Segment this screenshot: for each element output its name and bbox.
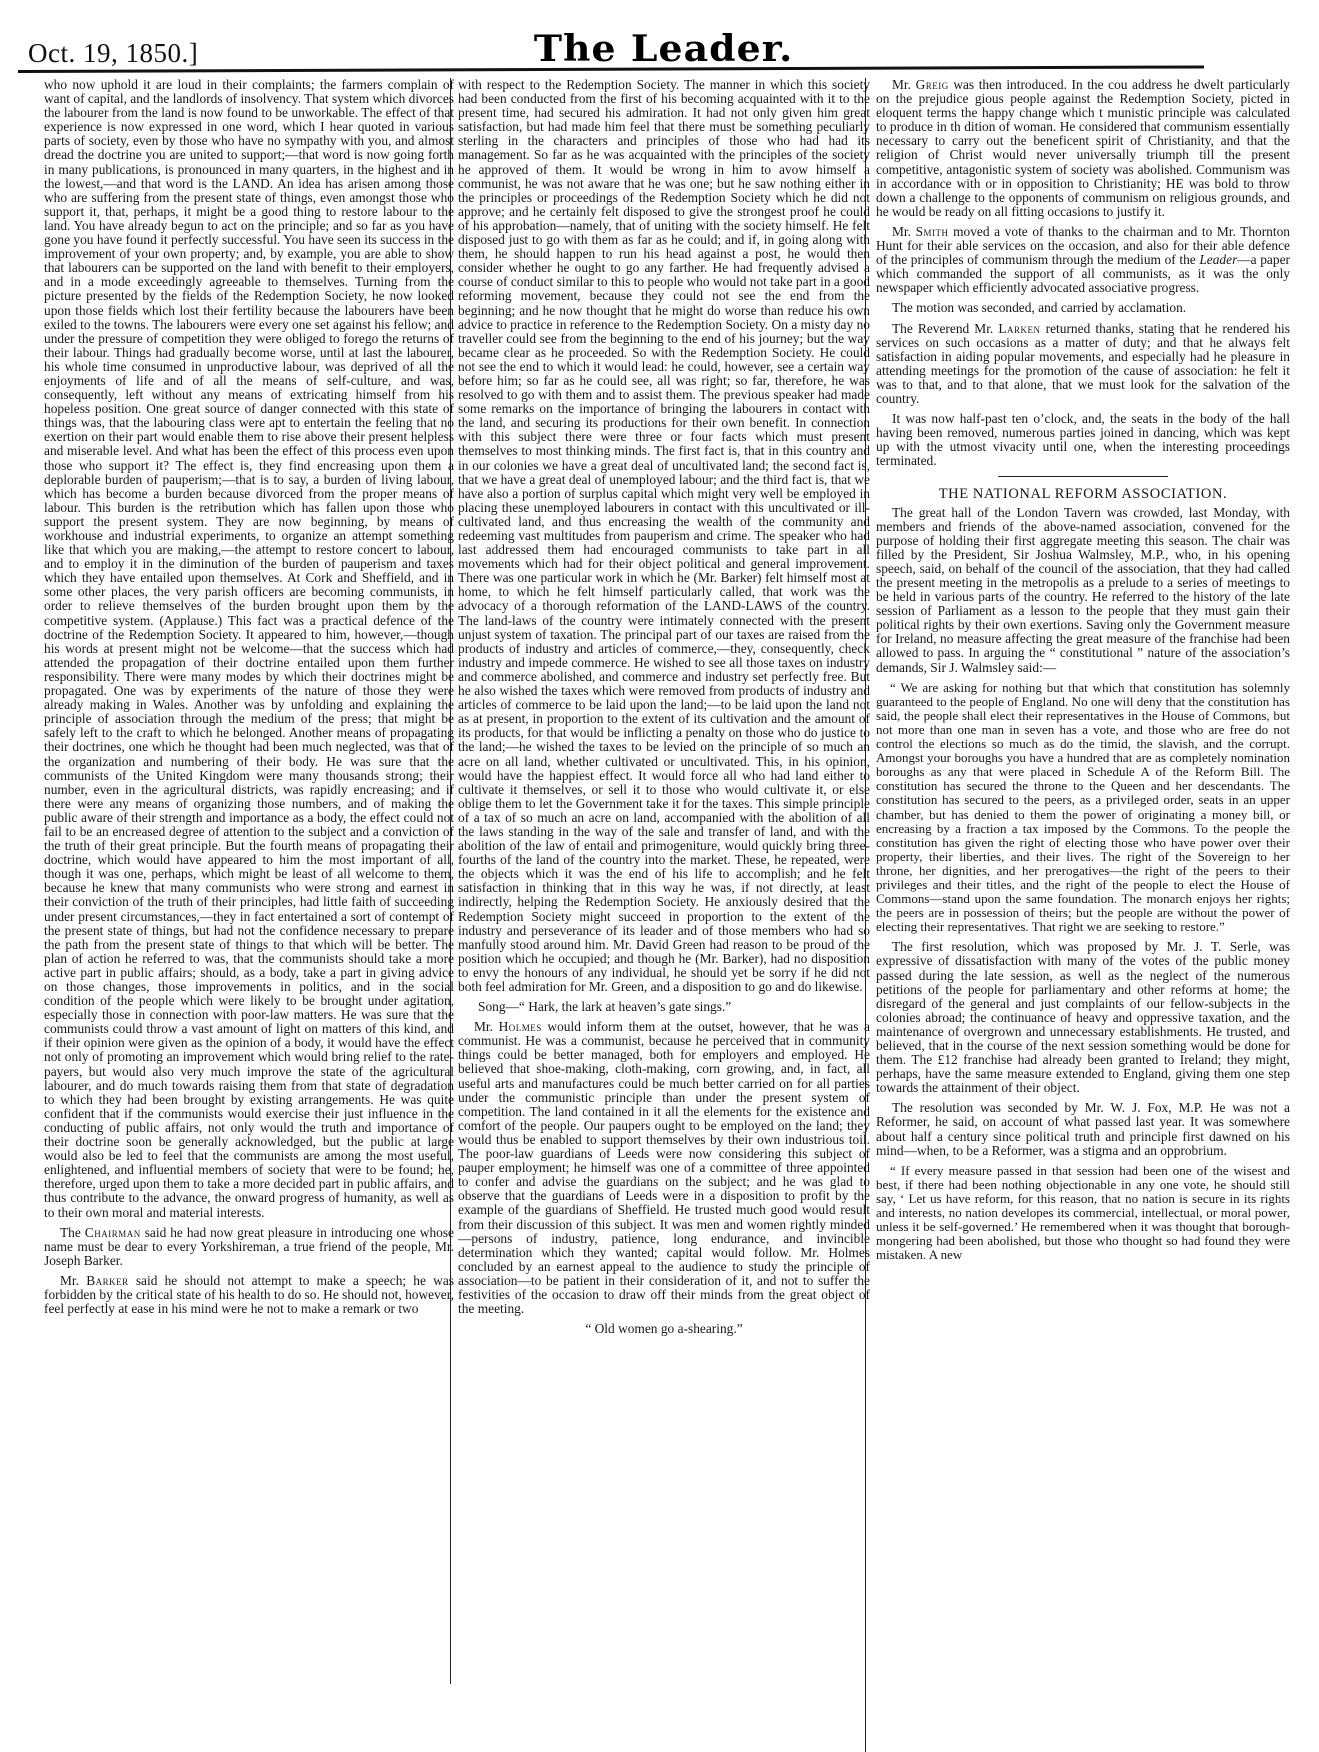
paragraph-chairman <box>44 1226 454 1268</box>
speaker-name: Larken <box>998 320 1041 336</box>
paragraph: The great hall of the London Tavern was crowded, last Monday, with members and friends of the above-named association, convened for the purpose of holding their first aggregate meeting this season. The chair was filled by the President, Sir Joshua Walmsley, M.P., who, in his opening speech, said, on behalf of the council of the association, that they had called the present meeting in the metropolis as a prelude to a series of meetings to be held in various parts of the country. He referred to the history of the late session of Parliament as a lesson to the people that they must gain their political rights by their own exertions. Saving only the Government measure for Ireland, no measure affecting the great measure of the franchise had been allowed to pass. In arguing the “ constitutional ” nature of the association’s demands, Sir J. Walmsley said:— <box>876 504 1290 675</box>
lead-in: Mr. <box>892 223 911 239</box>
quoted-speech: “ If every measure passed in that session had been one of the wisest and best, if there had been nothing objectionable in any one vote, he should still say, ‘ Let us have reform, for this reason, that no nation is secure in its rights and interests, no nation developes its commercial, intellectual, or moral power, unless it be self-governed.’ He remembered when it was thought that borough-mongering had been abolished, but those who thought so had found they were mistaken. A new <box>876 1162 1290 1263</box>
paragraph: with respect to the Redemption Society. The manner in which this society had been conducted from the first of his becoming acquainted with it to the present time, had secured his admiration. It had not only given him great satisfaction, but had made him feel that there must be something peculiarly sterling in the characters and principles of those who had had its management. So far as he was acquainted with the principles of the society he approved of them. It would be wrong in him to avow himself a communist, he was not aware that he was one; but he saw nothing either in the principles or proceedings of the Redemption Society which he did not approve; and he certainly felt disposed to give the strongest proof he could of his approbation—namely, that of uniting with the society himself. He felt disposed just to go with them as far as he could; and if, in going along with them, he should happen to run his head against a post, he would then consider whether he ought to go any farther. He had frequently advised a course of conduct similar to this to people who would not take part in a good reforming movement, because they could not see the end from the beginning; and he now thought that he might do worse than reduce his own advice to practice in reference to the Redemption Society. On a misty day no traveller could see from the beginning to the end of his journey; but the way became clear as he proceeded. So with the Redemption Society. He could not see the end to which it would lead: he could, however, see a certain way before him; so far as he could see, all was right; so far, therefore, he was resolved to go with them and to assist them. The previous speaker had made some remarks on the importance of bringing the labourers in contact with the land, and securing its productions for their own benefit. In connection with this subject there were three or four facts which must present themselves to most thinking minds. The first fact is, that in this country and in our colonies we have a great deal of uncultivated land; the second fact is, that we have a great deal of unemployed labour; and the third fact is, that we have also a portion of surplus capital which might very well be employed in placing these unemployed labourers in contact with this uncultivated or ill-cultivated land, and thus encreasing the wealth of the community and redeeming vast multitudes from pauperism and crime. The speaker who had last addressed them had encouraged communists to take part in all movements which had for their object political and general improvement. There was one particular work in which he (Mr. Barker) felt himself most at home, to which he felt himself particularly called, that work was the advocacy of a thorough reformation of the LAND-LAWS of the country. The land-laws of the country were intimately connected with the present unjust system of taxation. The principal part of our taxes are raised from the products of industry and articles of commerce,—they, consequently, check industry and impede commerce. He wished to see all those taxes on industry and commerce abolished, and commerce and industry set perfectly free. But he also wished the taxes which were removed from products of industry and articles of commerce to be laid upon the land;—to be laid upon the land not as at present, in proportion to the extent of its cultivation and the amount of its products, for that would be inflicting a penalty on those who do justice to the land;—he wished the taxes to be levied on the principle of so much an acre on all land, whether cultivated or uncultivated. This, in his opinion, would have the happiest effect. It would force all who had land either to cultivate it themselves, or sell it to those who would cultivate it, or else oblige them to let the Government take it for the taxes. This simple principle of a tax of so much an acre on land, accompanied with the abolition of all the laws standing in the way of the sale and transfer of land, and with the abolition of the law of entail and primogeniture, would quickly bring three-fourths of the land of the country into the market. These, he repeated, were the objects which it was the end of his life to accomplish; and he felt satisfaction in thinking that in this way he was, if not directly, at least indirectly, helping the Redemption Society. He anxiously desired that the Redemption Society might succeed in proportion to the extent of the industry and perseverance of its leader and of those members who had so manfully stood around him. Mr. David Green had reason to be proud of the position which he occupied; and though he (Mr. Barker), had no disposition to envy the honours of any individual, he should yet be sorry if he did not both feel admiration for Mr. Green, and a disposition to go and do likewise. <box>458 77 870 994</box>
newspaper-name: Leader <box>1199 252 1238 268</box>
paragraph-holmes <box>458 1020 870 1316</box>
song-title: “ Old women go a-shearing.” <box>585 1321 743 1337</box>
section-heading: THE NATIONAL REFORM ASSOCIATION. <box>938 486 1228 503</box>
paragraph-text: said he should not attempt to make a speech; he was forbidden by the critical state of his health to do so. He should not, however, feel perfectly at ease in his mind were he not to make a remark or two <box>44 1272 454 1317</box>
speaker-name: Holmes <box>498 1019 542 1035</box>
song-title: Song—“ Hark, the lark at heaven’s gate sings.” <box>478 999 732 1015</box>
paragraph-text: returned thanks, stating that he rendered his services on such occasions as a matter of duty; and that he always felt satisfaction in aiding popular movements, and especially had he pleasure in attending meetings for the promotion of the cause of association: he felt it was to that, and to that alone, that we must look for the salvation of the country. <box>876 320 1290 406</box>
section-divider <box>998 476 1168 477</box>
column-2 <box>458 78 870 1336</box>
paragraph-text: was then introduced. In the cou address he dwelt particularly on the prejudice gious people against the Redemption Society, picted in eloquent terms the happy change which t munistic principle was calculated to produce in th dition of woman. He considered that communism essentially necessary to carry out the beneficent spirit of Christianity, and that the religion of Christ would never universally triumph till the present competitive, antagonistic system of society was abolished. Communism was in accordance with or in opposition to Christianity; HE was bold to throw down a challenge to the opponents of communism on religious grounds, and he would be ready on all fitting occasions to justify it. <box>876 77 1290 219</box>
paragraph-larken <box>876 322 1290 407</box>
paragraph-text: —a paper which commanded the support of all communists, as it was the only newspaper which efficiently advocated associative progress. <box>876 252 1290 296</box>
paragraph: The resolution was seconded by Mr. W. J. Fox, M.P. He was not a Reformer, he said, on account of what passed last year. It was somewhere about half a century since political truth and principle first dawned on his mind—when, to be a Reformer, was a stigma and an opprobrium. <box>876 1100 1290 1158</box>
speaker-name: Barker <box>86 1272 129 1288</box>
newspaper-title: The Leader. <box>533 28 794 70</box>
paragraph: who now uphold it are loud in their complaints; the farmers complain of want of capital, and the landlords of insolvency. That system which divorces the labourer from the land is now found to be unworkable. The effect of that experience is now expressed in one word, which I hear quoted in various parts of society, even by those who have no sympathy with you, and almost dread the doctrine you are united to support;—that word is now going forth in many publications, is pronounced in many quarters, in the highest and in the lowest,—and that word is the LAND. An idea has arisen among those who are suffering from the present state of things, even amongst those who support it, that, perhaps, it might be a good thing to restore labour to the land. You have already begun to act on the principle; and so far as you have gone you have found it perfectly successful. You have seen its success in the improvement of your own property; and, by example, you are able to show that labourers can be supported on the land with benefit to their employers, and in a mode exceedingly agreeable to themselves. Turning from the picture presented by the fields of the Redemption Society, he now looked upon those fields which lost their fertility because the labourers have been exiled to the towns. The labourers were every one set against his fellow; and under the pressure of competition they were obliged to forego the returns of their labour. Things had gradually become worse, until at last the labourer, his whole time consumed in unproductive labour, was deprived of all the enjoyments of life and of all the means of self-culture, and was, consequently, left without any means of extricating himself from his hopeless position. One great source of danger connected with this state of things was, that the labouring class were apt to entertain the feeling that no exertion on their part would enable them to rise above their present helpless and miserable level. And what has been the effect of this process even upon those who support it? The effect is, they find encreasing upon them a deplorable burden of pauperism;—that is to say, a burden of living labour, which has become a burden because divorced from the proper means of labour. This burden is the retribution which has fallen upon those who support the present system. They are now beginning, by means of workhouse and industrial experiments, to organize an attempt something like that which you are making,—the attempt to restore concert to labour, and to employ it in the diminution of the burden of pauperism and taxes which they have entailed upon themselves. At Cork and Sheffield, and in some other places, the very parish officers are becoming communists, in order to relieve themselves of the burden brought upon them by the competitive system. (Applause.) This fact was a practical defence of the doctrine of the Redemption Society. It appeared to him, however,—though his words at present might not be welcome—that the success which had attended the propagation of their doctrine entailed upon them further responsibility. There were many modes by which their doctrines might be propagated. One was by experiments of the nature of those they were already making in Wales. Another was by unfolding and explaining the principle of association through the medium of the press; that might be safely left to the craft to which he belonged. Another means of propagating their doctrines, one which he thought had been much neglected, was that of the organization and numbering of their body. He was sure that the communists of the United Kingdom were many thousands strong; their number, even in the agricultural districts, was rapidly encreasing; and if there were any means of organizing those numbers, and of making the public aware of their strength and importance as a body, the effect could not fail to be an encreased degree of attention to the subject and a conviction of the truth of their great principle. But the fourth means of propagating their doctrine, which would have appeared to him the most important of all, though it was one, perhaps, which might be least of all welcome to them, because he knew that many communists who were strong and earnest in their conviction of the truth of their principles, had little faith of succeeding under present circumstances,—they in fact entertained a sort of contempt of the present state of things, but had not the confidence necessary to prepare the path from the present state of things to that which will be better. The plan of action he referred to was, that the communists should take a more active part in public affairs; should, as a body, take a part in giving advice on those changes, those improvements in politics, and in the social condition of the people which were likely to be brought under agitation, especially those in connection with poor-law matters. He was sure that the communists could throw a vast amount of light on matters of this kind, and if their opinion were given as the opinion of a body, it would have the effect not only of promoting an improvement which would bring relief to the rate-payers, but would also very much improve the state of the agricultural labourer, and do much towards raising them from that state of degradation to which they had been brought by existing arrangements. He was quite confident that if the communists would exercise their just influence in the conducting of public affairs, not only would the truth and importance of their doctrine soon be generally acknowledged, but the public at large would also be led to feel that the communists are among the most useful, enlightened, and influential members of society that were to be found; he, therefore, urged upon them to take a more decided part in public affairs, and thus contribute to the advance, the onward progress of humanity, as well as to their own moral and material interests. <box>44 77 454 1220</box>
speaker-name: Greig <box>915 77 949 92</box>
paragraph-greig <box>876 78 1290 219</box>
lead-in: Mr. <box>892 77 911 92</box>
paragraph-motion: The motion was seconded, and carried by acclamation. <box>892 300 1187 316</box>
quoted-speech: “ We are asking for nothing but that which that constitution has solemnly guaranteed to the people of England. No one will deny that the constitution has said, the people shall elect their representatives in the House of Commons, but not more than one man in seven has a vote, and those who are free do not control the elections so much as do the timid, the slavish, and the corrupt. Amongst your boroughs you have a hundred that are as completely nomination boroughs as any that were placed in Schedule A of the Reform Bill. The constitution has secured the throne to the Queen and her descendants. The constitution has secured to the peers, as a privileged order, seats in an upper chamber, but has denied to them the power of originating a money bill, or encreasing by a fraction a tax imposed by the Commons. To the people the constitution has given the right of electing those who have power over their property, their liberties, and their lives. The right of the Sovereign to her throne, her dignities, and her prerogatives—the right of the peers to their privileges and their titles, and the right of the people to elect the House of Commons—stand upon the same foundation. The monarch enjoys her rights; the peers are in possession of theirs; but the people are without the power of electing their representatives. That right we are seeking to restore.” <box>876 679 1290 935</box>
column-1 <box>44 78 454 1322</box>
paragraph: The first resolution, which was proposed by Mr. J. T. Serle, was expressive of dissatisfaction with many of the votes of the public money passed during the late session, as well as the neglect of the numerous petitions of the people for parliamentary and other reforms at home; the disregard of the general and just complaints of our fellow-subjects in the colonies abroad; the continuance of heavy and oppressive taxation, and the maintenance of overgrown and unnecessary establishments. He trusted, and believed, that in the course of the next session something would be done for them. The £12 franchise had already been granted to Ireland; they might, perhaps, have the same measure extended to England, giving them one step towards the attainment of their object. <box>876 939 1290 1096</box>
issue-date: Oct. 19, 1850.] <box>28 38 199 68</box>
paragraph-barker <box>44 1274 454 1316</box>
paragraph-closing: It was now half-past ten o’clock, and, the seats in the body of the hall having been removed, numerous parties joined in dancing, which was kept up with the utmost vivacity until one, when the interesting proceedings terminated. <box>876 411 1290 469</box>
lead-in: The Reverend Mr. <box>892 320 994 336</box>
lead-in: The <box>60 1224 81 1240</box>
speaker-name: Smith <box>915 223 949 239</box>
paragraph-smith <box>876 225 1290 295</box>
column-3 <box>876 78 1290 1268</box>
paragraph-text: moved a vote of thanks to the chairman and to Mr. Thornton Hunt for their able services on the occasion, and also for their able defence of the principles of communism through the medium of the <box>876 223 1290 268</box>
speaker-name: Chairman <box>84 1224 141 1240</box>
lead-in: Mr. <box>60 1272 79 1288</box>
paragraph-text: said he had now great pleasure in introducing one whose name must be dear to every Yorkshireman, a true friend of the people, Mr. Joseph Barker. <box>44 1224 454 1268</box>
masthead <box>0 0 1319 70</box>
paragraph-text: would inform them at the outset, however, that he was a communist. He was a communist, because he perceived that in community things could be better managed, both for employers and employed. He believed that shoe-making, cloth-making, corn growing, and, in fact, all useful arts and manufactures could be much better carried on for all parties under the communistic principle than under the present system of competition. The land contained in it all the elements for the existence and comfort of the people. Our paupers ought to be employed on the land; they would thus be enabled to support themselves by their own industrious toil. The poor-law guardians of Leeds were now considering this subject of pauper employment; he himself was one of a committee of three appointed to confer and advise the guardians on the subject; and he was glad to observe that the guardians of Leeds were in a disposition to profit by the example of the guardians of Sheffield. He trusted much good would result from their discussion of this subject. It was men and women rightly minded—persons of industry, patience, long endurance, and invincible determination which they wanted; capital would follow. Mr. Holmes concluded by an earnest appeal to the audience to study the principle of association—to be patient in their consideration of it, and not to suffer the festivities of the occasion to draw off their minds from the great object of the meeting. <box>458 1019 870 1317</box>
lead-in: Mr. <box>474 1019 493 1035</box>
